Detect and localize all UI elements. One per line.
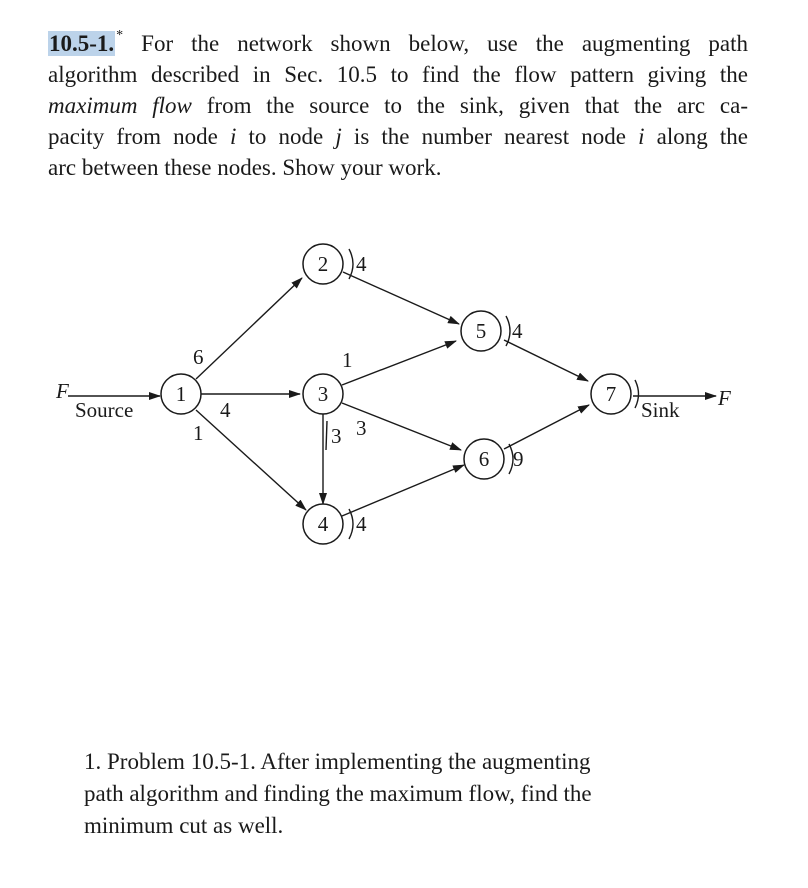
capacity-1-4: 1 xyxy=(193,421,204,445)
problem-star: * xyxy=(116,28,124,43)
problem-line-3 xyxy=(48,90,748,121)
node-label-1: 1 xyxy=(175,382,187,406)
task-line-2: path algorithm and finding the maximum flow, find the xyxy=(84,781,592,806)
variable-i: i xyxy=(230,124,237,149)
arc-3-5 xyxy=(342,341,456,385)
node-bracket-7 xyxy=(635,380,639,408)
problem-text: For the network shown below, use the augmenting path xyxy=(123,31,748,56)
emphasis-text: maximum flow xyxy=(48,93,192,118)
arc-5-7 xyxy=(504,340,588,381)
capacity-1-3: 4 xyxy=(220,398,231,422)
node-bracket-3 xyxy=(326,421,327,450)
network-diagram xyxy=(0,220,808,550)
capacity-3-4: 3 xyxy=(331,424,342,448)
source-label: Source xyxy=(75,398,134,422)
problem-text: pacity from node xyxy=(48,124,231,149)
node-label-7: 7 xyxy=(605,382,617,406)
arc-1-4 xyxy=(196,410,306,510)
problem-line-1 xyxy=(48,20,748,59)
problem-statement xyxy=(48,20,748,183)
task-line-1: 1. Problem 10.5-1. After implementing the augmenting xyxy=(84,749,591,774)
flow-label-out: F xyxy=(718,386,731,410)
problem-text: to node xyxy=(236,124,336,149)
flow-label-in: F xyxy=(56,379,69,403)
capacity-5-7: 4 xyxy=(512,319,523,343)
task-statement xyxy=(84,746,764,842)
capacity-6-7: 9 xyxy=(513,447,524,471)
arc-6-7 xyxy=(504,405,589,449)
problem-text: from the source to the sink, given that the arc ca- xyxy=(191,93,748,118)
node-label-4: 4 xyxy=(317,512,329,536)
arc-2-5 xyxy=(343,272,459,324)
arc-4-6 xyxy=(342,465,464,516)
sink-label: Sink xyxy=(641,398,680,422)
problem-number: 10.5-1. xyxy=(49,31,115,56)
capacity-1-2: 6 xyxy=(193,345,204,369)
arc-1-2 xyxy=(196,278,302,379)
capacity-2-5: 4 xyxy=(356,252,367,276)
problem-line-4 xyxy=(48,121,748,152)
capacity-3-6: 3 xyxy=(356,416,367,440)
variable-j: j xyxy=(335,124,342,149)
node-label-3: 3 xyxy=(317,382,329,406)
variable-i: i xyxy=(638,124,645,149)
task-line-3: minimum cut as well. xyxy=(84,813,284,838)
capacity-4-6: 4 xyxy=(356,512,367,536)
capacity-3-5: 1 xyxy=(342,348,353,372)
problem-line-2: algorithm described in Sec. 10.5 to find the flow pattern giving the xyxy=(48,62,748,87)
problem-text: along the xyxy=(644,124,748,149)
problem-line-5: arc between these nodes. Show your work. xyxy=(48,155,442,180)
node-label-6: 6 xyxy=(478,447,490,471)
problem-text: is the number nearest node xyxy=(341,124,639,149)
node-label-2: 2 xyxy=(317,252,329,276)
node-label-5: 5 xyxy=(475,319,487,343)
